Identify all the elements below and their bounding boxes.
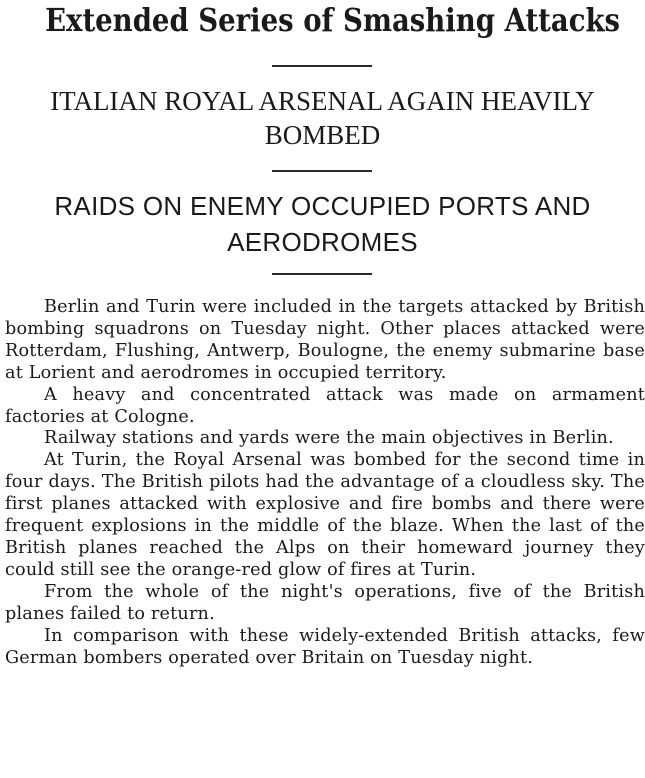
article-body [5,297,645,669]
article-paragraph: At Turin, the Royal Arsenal was bombed for the second time in four days. The British pilots had the advantage of a cloudless sky. The first planes attacked with explosive and fire bombs and there were frequent explosions in the middle of the blaze. When the last of the British planes reached the Alps on their homeward journey they could still see the orange-red glow of fires at Turin. [5,450,645,580]
third-headline: RAIDS ON ENEMY OCCUPIED PORTS AND AERODROMES [54,191,591,257]
article-paragraph: Berlin and Turin were included in the targets attacked by British bombing squadrons on Tuesday night. Other places attacked were Rotterdam, Flushing, Antwerp, Boulogne, the enemy submarine base at Lorient and aerodromes in occupied territory. [5,297,645,383]
headline-divider [272,170,372,172]
main-headline: Extended Series of Smashing Attacks [45,1,621,39]
second-headline: ITALIAN ROYAL ARSENAL AGAIN HEAVILY BOMBED [50,86,595,150]
article-paragraph: In comparison with these widely-extended British attacks, few German bombers operated over Britain on Tuesday night. [5,625,645,668]
article-paragraph: A heavy and concentrated attack was made on armament factories at Cologne. [5,384,645,427]
headline-divider [272,273,372,275]
article-paragraph: Railway stations and yards were the main objectives in Berlin. [44,428,614,449]
headline-divider [272,65,372,67]
article-paragraph: From the whole of the night's operations, five of the British planes failed to return. [5,581,645,624]
